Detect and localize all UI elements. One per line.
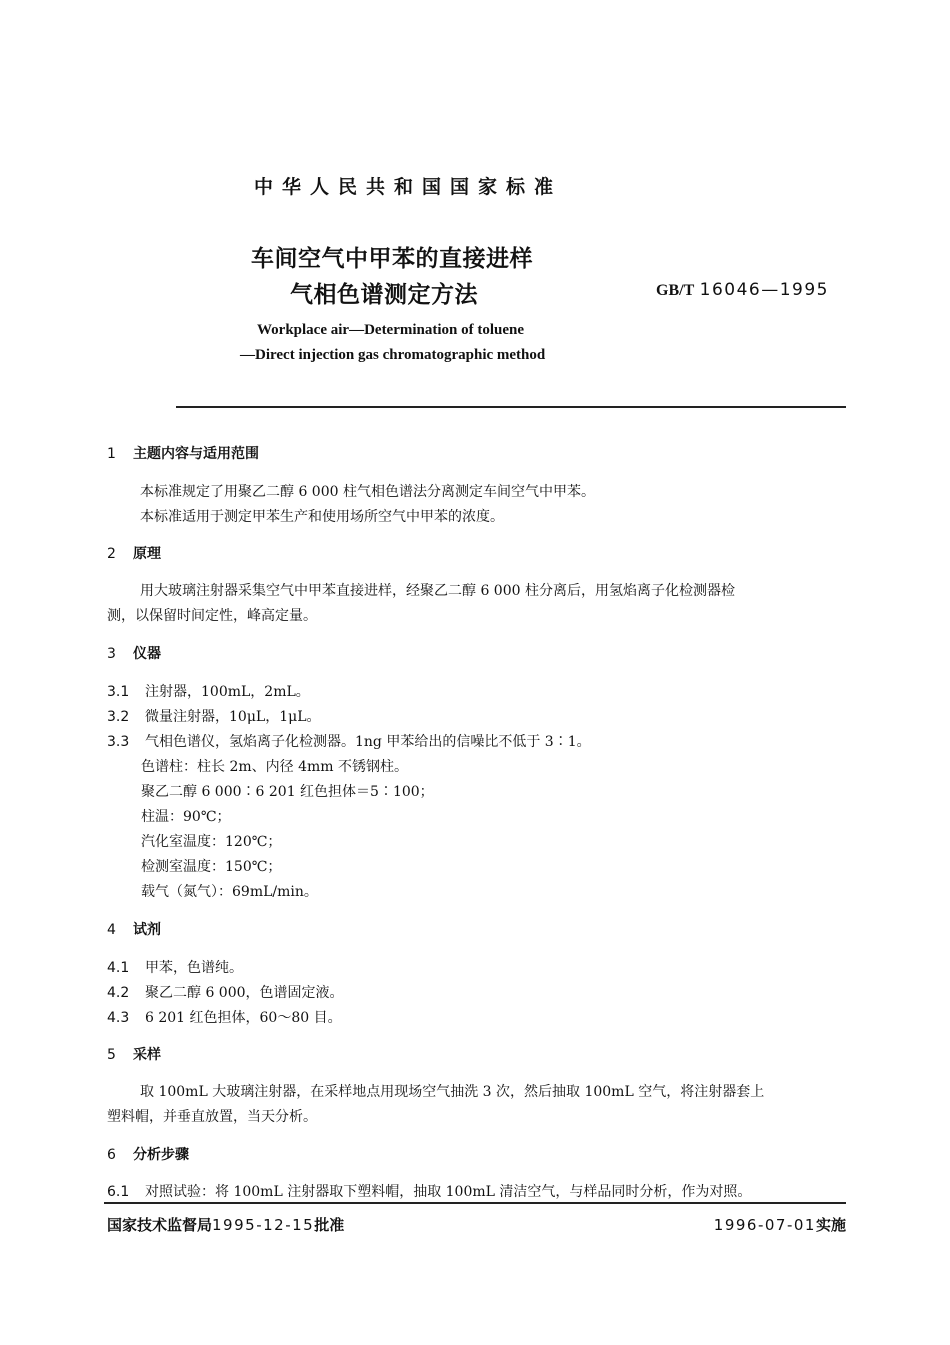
approval-date: 1995-12-15 [212,1216,315,1234]
section-4-heading: 4 试剂 [107,922,161,938]
effective-info [714,1214,846,1235]
section-5-heading: 5 采样 [107,1047,161,1063]
approval-info [107,1214,344,1235]
footer-divider [104,1202,846,1204]
approval-label: 批准 [314,1216,345,1234]
standard-number [656,280,829,300]
section-5-paragraph-line2: 塑料帽，并垂直放置，当天分析。 [107,1109,317,1125]
section-6-item-1: 6.1 对照试验：将 100mL 注射器取下塑料帽，抽取 100mL 清洁空气，与样品同时分析，作为对照。 [107,1184,752,1200]
section-3-item-3: 3.3 气相色谱仪，氢焰离子化检测器。1ng 甲苯给出的信噪比不低于 3∶1。 [107,734,591,750]
section-3-detail-vaporizer-temp: 汽化室温度：120℃； [141,834,282,850]
section-1-heading: 1 主题内容与适用范围 [107,446,259,462]
effective-label: 实施 [815,1216,846,1234]
header-divider [176,406,846,408]
section-3-item-2: 3.2 微量注射器，10μL，1μL。 [107,709,321,725]
national-standard-heading: 中华人民共和国国家标准 [254,176,563,198]
section-3-detail-detector-temp: 检测室温度：150℃； [141,859,282,875]
section-4-item-1: 4.1 甲苯，色谱纯。 [107,960,243,976]
section-2-paragraph-line1: 用大玻璃注射器采集空气中甲苯直接进样，经聚乙二醇 6 000 柱分离后，用氢焰离子化检测器检 [140,583,735,599]
english-title-line1: Workplace air—Determination of toluene [257,322,525,338]
document-title-line2: 气相色谱测定方法 [290,282,478,308]
section-4-item-3: 4.3 6 201 红色担体，60～80 目。 [107,1010,342,1026]
effective-date: 1996-07-01 [713,1216,816,1234]
section-3-item-1: 3.1 注射器，100mL，2mL。 [107,684,310,700]
section-1-paragraph-1: 本标准规定了用聚乙二醇 6 000 柱气相色谱法分离测定车间空气中甲苯。 [140,484,595,500]
approver: 国家技术监督局 [107,1216,213,1234]
section-6-heading: 6 分析步骤 [107,1147,189,1163]
section-3-detail-column: 色谱柱：柱长 2m、内径 4mm 不锈钢柱。 [141,759,408,775]
section-5-paragraph-line1: 取 100mL 大玻璃注射器，在采样地点用现场空气抽洗 3 次，然后抽取 100mL 空气，将注射器套上 [140,1084,765,1100]
document-title-line1: 车间空气中甲苯的直接进样 [251,246,533,272]
section-3-heading: 3 仪器 [107,646,161,662]
section-2-heading: 2 原理 [107,546,161,562]
section-2-paragraph-line2: 测，以保留时间定性，峰高定量。 [107,608,317,624]
section-4-item-2: 4.2 聚乙二醇 6 000，色谱固定液。 [107,985,344,1001]
section-3-detail-column-temp: 柱温：90℃； [141,809,231,825]
section-3-detail-packing: 聚乙二醇 6 000∶6 201 红色担体＝5∶100； [141,784,434,800]
section-3-detail-carrier-gas: 载气（氮气）：69mL/min。 [141,884,318,900]
standard-code: 16046—1995 [699,280,829,300]
standard-prefix: GB/T [656,282,695,299]
section-1-paragraph-2: 本标准适用于测定甲苯生产和使用场所空气中甲苯的浓度。 [140,509,504,525]
english-title-line2: —Direct injection gas chromatographic method [240,347,546,363]
